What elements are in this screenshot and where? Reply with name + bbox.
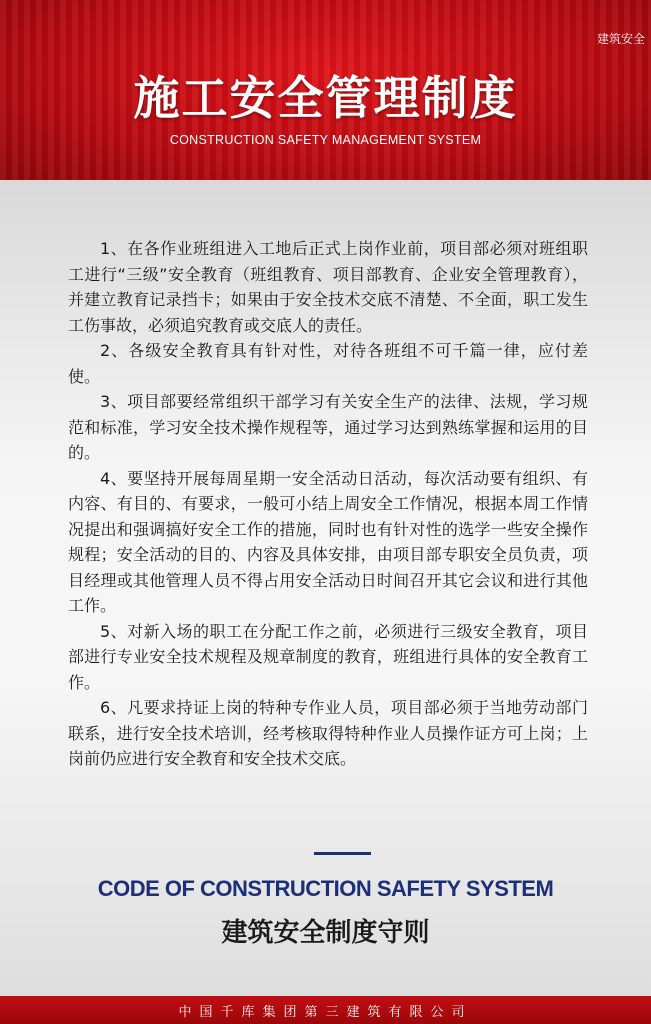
header-banner bbox=[0, 0, 651, 180]
rule-item: 2、各级安全教育具有针对性，对待各班组不可千篇一律，应付差使。 bbox=[68, 341, 588, 386]
divider bbox=[314, 852, 371, 855]
footer-english-title: CODE OF CONSTRUCTION SAFETY SYSTEM bbox=[97, 876, 554, 901]
rules-list bbox=[68, 236, 588, 772]
rule-item: 6、凡要求持证上岗的特种专作业人员，项目部必须于当地劳动部门联系，进行安全技术培训，经考核取得特种作业人员操作证方可上岗；上岗前仍应进行安全教育和安全技术交底。 bbox=[68, 698, 588, 768]
page-subtitle: CONSTRUCTION SAFETY MANAGEMENT SYSTEM bbox=[169, 133, 482, 147]
company-name: 中国千库集团第三建筑有限公司 bbox=[178, 1005, 473, 1020]
rule-item: 1、在各作业班组进入工地后正式上岗作业前，项目部必须对班组职工进行“三级”安全教育（班组教育、项目部教育、企业安全管理教育），并建立教育记录挡卡；如果由于安全技术交底不清楚、不全面，职工发生工伤事故，必须追究教育或交底人的责任。 bbox=[68, 239, 588, 335]
rule-item: 4、要坚持开展每周星期一安全活动日活动，每次活动要有组织、有内容、有目的、有要求，一般可小结上周安全工作情况，根据本周工作情况提出和强调搞好安全工作的措施，同时也有针对性的选学一些安全操作规程；安全活动的目的、内容及具体安排，由项目部专职安全员负责，项目经理或其他管理人员不得占用安全活动日时间召开其它会议和进行其他工作。 bbox=[68, 468, 588, 615]
rule-item: 3、项目部要经常组织干部学习有关安全生产的法律、法规，学习规范和标准，学习安全技术操作规程等，通过学习达到熟练掌握和运用的目的。 bbox=[68, 392, 588, 462]
header-tag: 建筑安全 bbox=[596, 32, 645, 46]
footer-chinese-title: 建筑安全制度守则 bbox=[221, 918, 430, 948]
rule-item: 5、对新入场的职工在分配工作之前，必须进行三级安全教育，项目部进行专业安全技术规程及规章制度的教育，班组进行具体的安全教育工作。 bbox=[68, 621, 588, 692]
page-title: 施工安全管理制度 bbox=[133, 71, 518, 125]
